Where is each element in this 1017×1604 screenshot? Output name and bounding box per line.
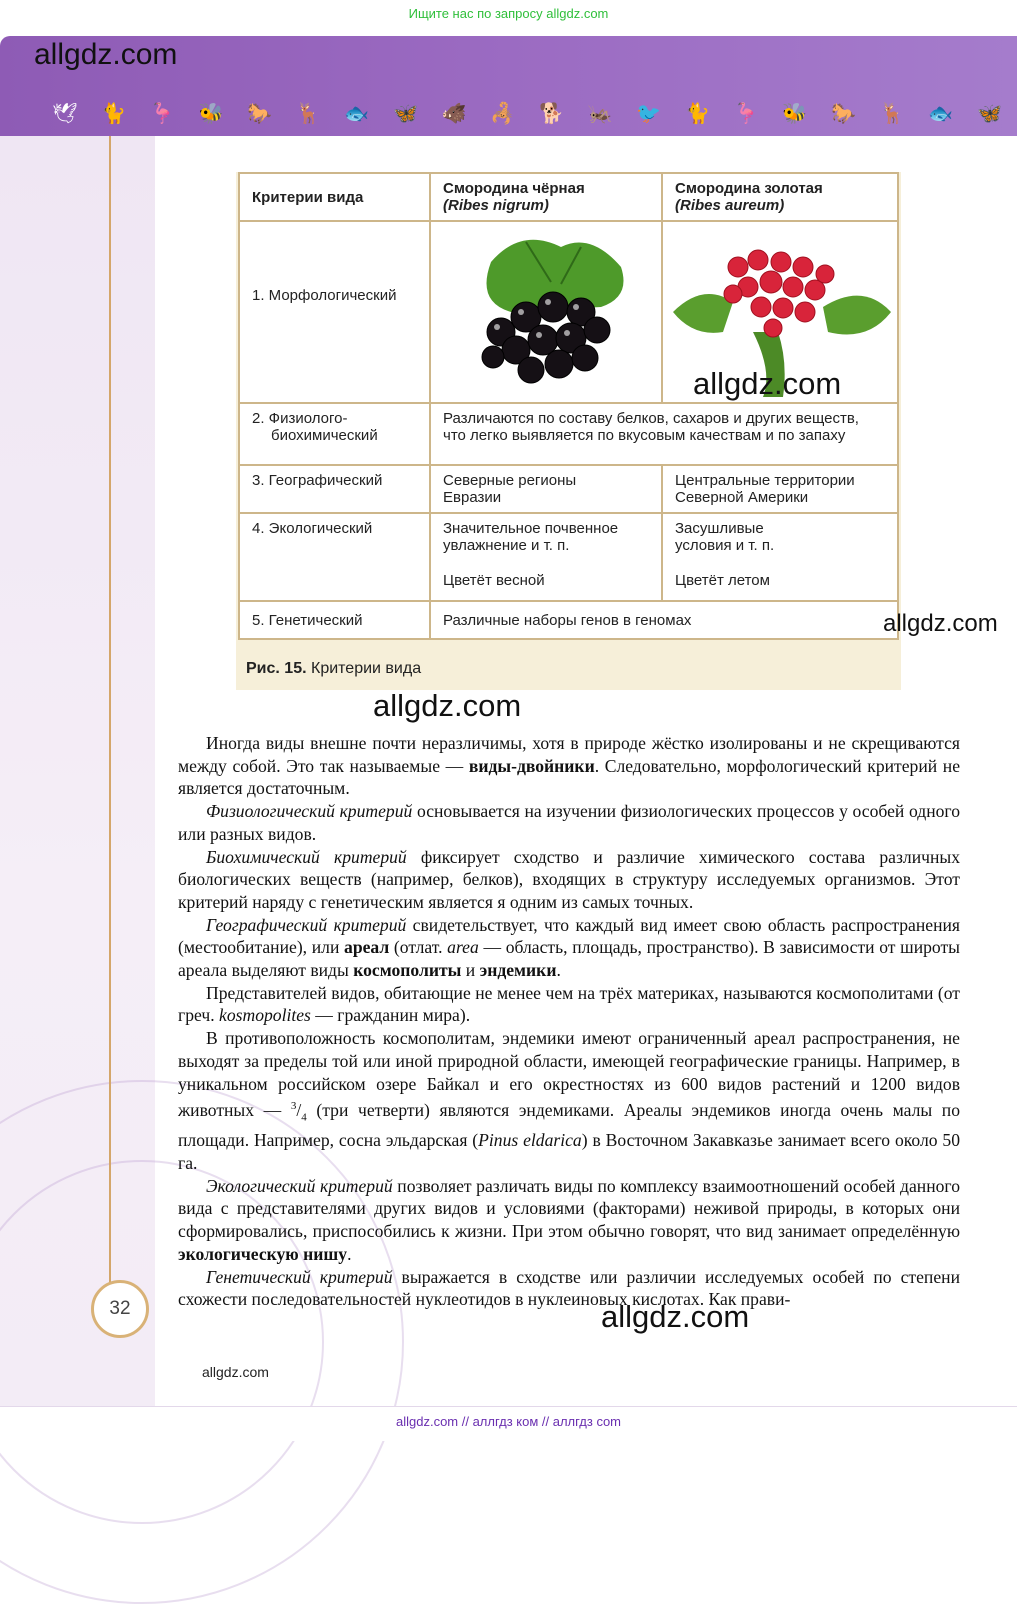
bottom-site-label: allgdz.com: [202, 1364, 269, 1380]
heron-icon: 🦩: [149, 101, 175, 125]
text-run: позволяет различать виды по комплексу взаимоотношений особей данного вида с представителями других видов и условиями (факторами) неживой природы, в которых они сформировались, приспособились к жизни. При этом обычно говорят, что вид занимает определённую: [178, 1175, 960, 1242]
caption-text: Критерии вида: [311, 660, 422, 677]
header-black-currant: [430, 173, 662, 221]
term-italic: Географический критерий: [206, 914, 407, 935]
text-run: (отлат.: [389, 937, 448, 958]
header-golden-currant: [662, 173, 898, 221]
term-italic: Биохимический критерий: [206, 846, 407, 867]
figure-15: [236, 172, 901, 690]
header-black-latin: (Ribes nigrum): [443, 197, 549, 214]
black-eco-text2: Цветёт весной: [443, 572, 545, 589]
row-text: Различные наборы генов в геномах: [430, 601, 898, 639]
header-criteria: Критерии вида: [239, 173, 430, 221]
paragraph: [178, 914, 960, 982]
animal-silhouettes: [52, 98, 1002, 128]
physio-text: Различаются по составу белков, сахаров и других веществ, что легко выявляется по вкусовым качествам и по запаху: [443, 410, 859, 444]
header-site: allgdz.com: [34, 38, 178, 71]
text-run: . Следовательно, морфологический критерий не является достаточным.: [178, 755, 960, 799]
top-note: Ищите нас по запросу allgdz.com: [408, 6, 609, 21]
black-cell: [430, 513, 662, 601]
text-run: фиксирует сходство и различие химического состава различных биологических веществ (например, белков), входящих в структуру исследуемых организмов. Этот критерий наряду с генетическим является я одним из самых точных.: [178, 846, 960, 912]
fraction-numerator: 3: [290, 1100, 297, 1113]
row-text: [430, 403, 898, 465]
paragraph: [178, 982, 960, 1027]
body-text: [178, 732, 960, 1311]
margin-line: [109, 136, 111, 1296]
row-label: 3. Географический: [239, 465, 430, 513]
black-currant-image-cell: [430, 221, 662, 403]
watermark: allgdz.com: [883, 610, 998, 637]
header-black-name: Смородина чёрная: [443, 180, 585, 197]
term-italic: Pinus eldarica: [478, 1130, 582, 1151]
table-row: [239, 403, 898, 465]
text-run: .: [347, 1243, 352, 1264]
table-header-row: [239, 173, 898, 221]
black-eco-text: Значительное почвенное увлажнение и т. п.: [443, 520, 619, 554]
gold-cell: [662, 513, 898, 601]
paragraph: [178, 732, 960, 800]
text-run: ) в Восточном Закавказье занимает всего около 50 га.: [178, 1130, 960, 1174]
text-run: выражается в сходстве или различии исследуемых особей по степени схожести последовательностей нуклеотидов в нуклеиновых кислотах. Как прави-: [178, 1266, 960, 1310]
fraction-denominator: 4: [301, 1111, 307, 1124]
heron-icon: 🦩: [733, 101, 759, 125]
table-row: [239, 513, 898, 601]
dog-icon: 🐕: [539, 101, 564, 125]
text-run: свидетельствует, что каждый вид имеет свою область распространения (местообитание), или: [178, 914, 960, 958]
watermark: allgdz.com: [601, 1299, 750, 1334]
row-label-line: 2. Физиолого-: [252, 410, 348, 427]
cat-icon: 🐈: [685, 101, 710, 125]
page-number: 32: [91, 1280, 149, 1338]
black-cell: [430, 465, 662, 513]
text-run: — гражданин мира).: [310, 1005, 471, 1026]
text-run: .: [556, 960, 561, 981]
watermark: allgdz.com: [693, 366, 842, 401]
dragonfly-icon: 🦗: [587, 101, 613, 125]
text-run: В противоположность космополитам, эндемики имеют ограниченный ареал распространения, не выходят за пределы той или иной природной области, имеющей географические границы. Например, в уникальном российском озере Байкал и его окрестностях из 600 видов растений и 1200 видов животных —: [178, 1028, 960, 1121]
caption-prefix: Рис. 15.: [246, 660, 307, 677]
boar-icon: 🐗: [441, 101, 467, 125]
horse-icon: 🐎: [247, 101, 273, 125]
bird-icon: 🕊: [52, 101, 78, 125]
term-italic: area: [447, 937, 479, 958]
table-row: [239, 601, 898, 639]
footer-links[interactable]: allgdz.com // аллгдз ком // аллгдз com: [395, 1414, 622, 1429]
term: космополиты: [353, 960, 462, 981]
text-run: Представителей видов, обитающие не менее чем на трёх материках, называются космополитами (от греч.: [178, 982, 960, 1026]
row-label: 4. Экологический: [239, 513, 430, 601]
term: экологическую нишу: [178, 1243, 348, 1264]
bird-icon: 🐦: [636, 101, 662, 125]
header-gold-latin: (Ribes aureum): [675, 197, 785, 214]
term-italic: Генетический критерий: [206, 1266, 393, 1287]
fish-icon: 🐟: [928, 101, 954, 125]
term: эндемики: [479, 960, 557, 981]
criteria-table: [238, 172, 899, 640]
black-geo-text: Северные регионы Евразии: [443, 472, 577, 506]
watermark: allgdz.com: [373, 688, 522, 723]
fish-icon: 🐟: [344, 101, 370, 125]
header-band: [0, 36, 1017, 136]
text-run: основывается на изучении физиологических процессов у особей одного или разных видов.: [178, 801, 960, 844]
term: ареал: [344, 937, 390, 958]
gold-eco-text2: Цветёт летом: [675, 572, 770, 589]
paragraph: В противоположность космополитам, эндемики имеют ограниченный ареал распространения, не выходят за пределы той или иной природной области, имеющей географические границы. Например, в уникальном российском озере Байкал и его окрестностях из 600 видов растений и 1200 видов животных — $^3/_4$ (три четверти) являются эндемиками. Ареалы эндемиков иногда очень малы по площади. Например, сосна эльдарская (Pinus eldarica) в Восточном Закавказье занимает всего около 50 га.: [178, 1028, 961, 1174]
horse-icon: 🐎: [830, 101, 856, 125]
deer-icon: 🦌: [295, 101, 321, 125]
deer-icon: 🦌: [879, 101, 905, 125]
paragraph: [178, 800, 960, 845]
gold-geo-text: Центральные территории Северной Америки: [675, 472, 855, 506]
row-label: 1. Морфологический: [239, 221, 430, 403]
term-italic: kosmopolites: [219, 1005, 311, 1026]
paragraph: [178, 1266, 960, 1311]
bee-icon: 🐝: [782, 101, 808, 125]
figure-caption: [246, 660, 421, 678]
cat-icon: 🐈: [101, 101, 127, 125]
butterfly-icon: 🦋: [976, 101, 1002, 125]
black-currant-image: [431, 222, 661, 398]
text-run: — область, площадь, пространство). В зависимости от широты ареала выделяют виды: [178, 937, 960, 981]
gold-eco-text: Засушливые условия и т. п.: [675, 520, 775, 554]
bee-icon: 🐝: [198, 101, 224, 125]
term-italic: Физиологический критерий: [206, 801, 413, 822]
term: виды-двойники: [468, 755, 595, 776]
scorpion-icon: 🦂: [490, 101, 516, 125]
term-italic: Экологический критерий: [206, 1175, 393, 1196]
paragraph: [178, 1175, 960, 1266]
text-run: и: [461, 960, 480, 981]
row-label: 5. Генетический: [239, 601, 430, 639]
gold-cell: [662, 465, 898, 513]
row-label: [239, 403, 430, 465]
header-gold-name: Смородина золотая: [675, 180, 823, 197]
text-run: (три четверти) являются эндемиками. Ареалы эндемиков иногда очень малы по площади. Например, сосна эльдарская (: [178, 1100, 961, 1151]
row-label-line: биохимический: [271, 427, 378, 444]
butterfly-icon: 🦋: [393, 101, 418, 125]
paragraph: [178, 846, 960, 914]
text-run: Иногда виды внешне почти неразличимы, хотя в природе жёстко изолированы и не скрещиваются между собой. Это так называемые —: [178, 733, 960, 776]
table-row: [239, 465, 898, 513]
